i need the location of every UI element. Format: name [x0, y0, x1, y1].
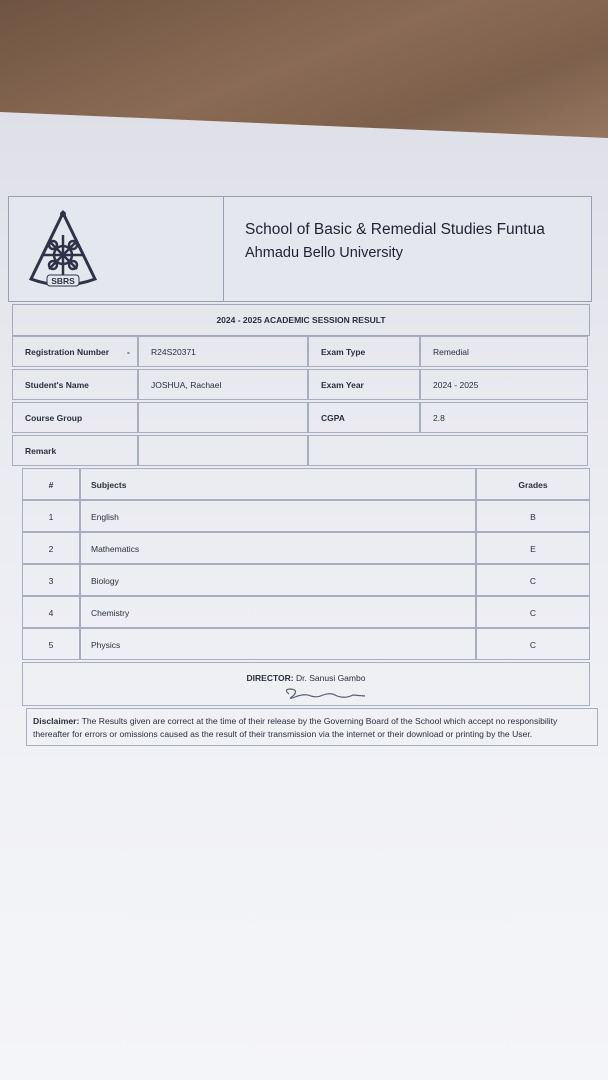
course-group-value [138, 402, 308, 433]
subject-name: English [80, 500, 476, 532]
disclaimer [26, 708, 598, 746]
remark-value [138, 435, 308, 466]
subjects-header: Subjects [80, 468, 476, 500]
director-line [23, 673, 589, 683]
university-name: Ahmadu Bello University [245, 245, 403, 261]
subject-name: Chemistry [80, 596, 476, 628]
table-row [22, 500, 590, 532]
student-name-label: Student's Name [12, 369, 138, 400]
director-block [22, 662, 590, 706]
num-header: # [22, 468, 80, 500]
subject-grade: B [476, 500, 590, 532]
subject-grade: C [476, 628, 590, 660]
row-number: 4 [22, 596, 80, 628]
subject-grade: C [476, 596, 590, 628]
exam-year-value: 2024 - 2025 [420, 369, 588, 400]
student-name-value: JOSHUA, Rachael [138, 369, 308, 400]
logo-text: SBRS [51, 276, 75, 286]
exam-type-value: Remedial [420, 336, 588, 367]
disclaimer-text: The Results given are correct at the time of their release by the Governing Board of the School which accept no responsibility thereafter for errors or omissions caused as the result of their transmission via the internet or their download or printing by the User. [33, 716, 558, 739]
remark-label: Remark [12, 435, 138, 466]
row-number: 1 [22, 500, 80, 532]
subject-name: Mathematics [80, 532, 476, 564]
logo-box [9, 197, 224, 301]
disclaimer-label: Disclaimer: [33, 716, 80, 726]
cgpa-value: 2.8 [420, 402, 588, 433]
subject-grade: E [476, 532, 590, 564]
document-header [8, 196, 592, 302]
remark-blank [308, 435, 588, 466]
subject-name: Physics [80, 628, 476, 660]
subject-name: Biology [80, 564, 476, 596]
row-number: 2 [22, 532, 80, 564]
grades-header: Grades [476, 468, 590, 500]
table-row [22, 532, 590, 564]
registration-number-label: Registration Number - [12, 336, 138, 367]
school-logo-icon [25, 209, 101, 289]
school-name: School of Basic & Remedial Studies Funtua [245, 221, 545, 238]
table-row [22, 596, 590, 628]
director-label: DIRECTOR: [246, 673, 294, 683]
cgpa-label: CGPA [308, 402, 420, 433]
exam-year-label: Exam Year [308, 369, 420, 400]
table-row [22, 628, 590, 660]
director-signature-icon [281, 687, 371, 701]
registration-number-value: R24S20371 [138, 336, 308, 367]
row-number: 5 [22, 628, 80, 660]
exam-type-label: Exam Type [308, 336, 420, 367]
session-title: 2024 - 2025 ACADEMIC SESSION RESULT [12, 304, 590, 336]
director-name: Dr. Sanusi Gambo [296, 673, 366, 683]
grades-header-row [22, 468, 590, 500]
course-group-label: Course Group [12, 402, 138, 433]
row-number: 3 [22, 564, 80, 596]
subject-grade: C [476, 564, 590, 596]
table-row [22, 564, 590, 596]
